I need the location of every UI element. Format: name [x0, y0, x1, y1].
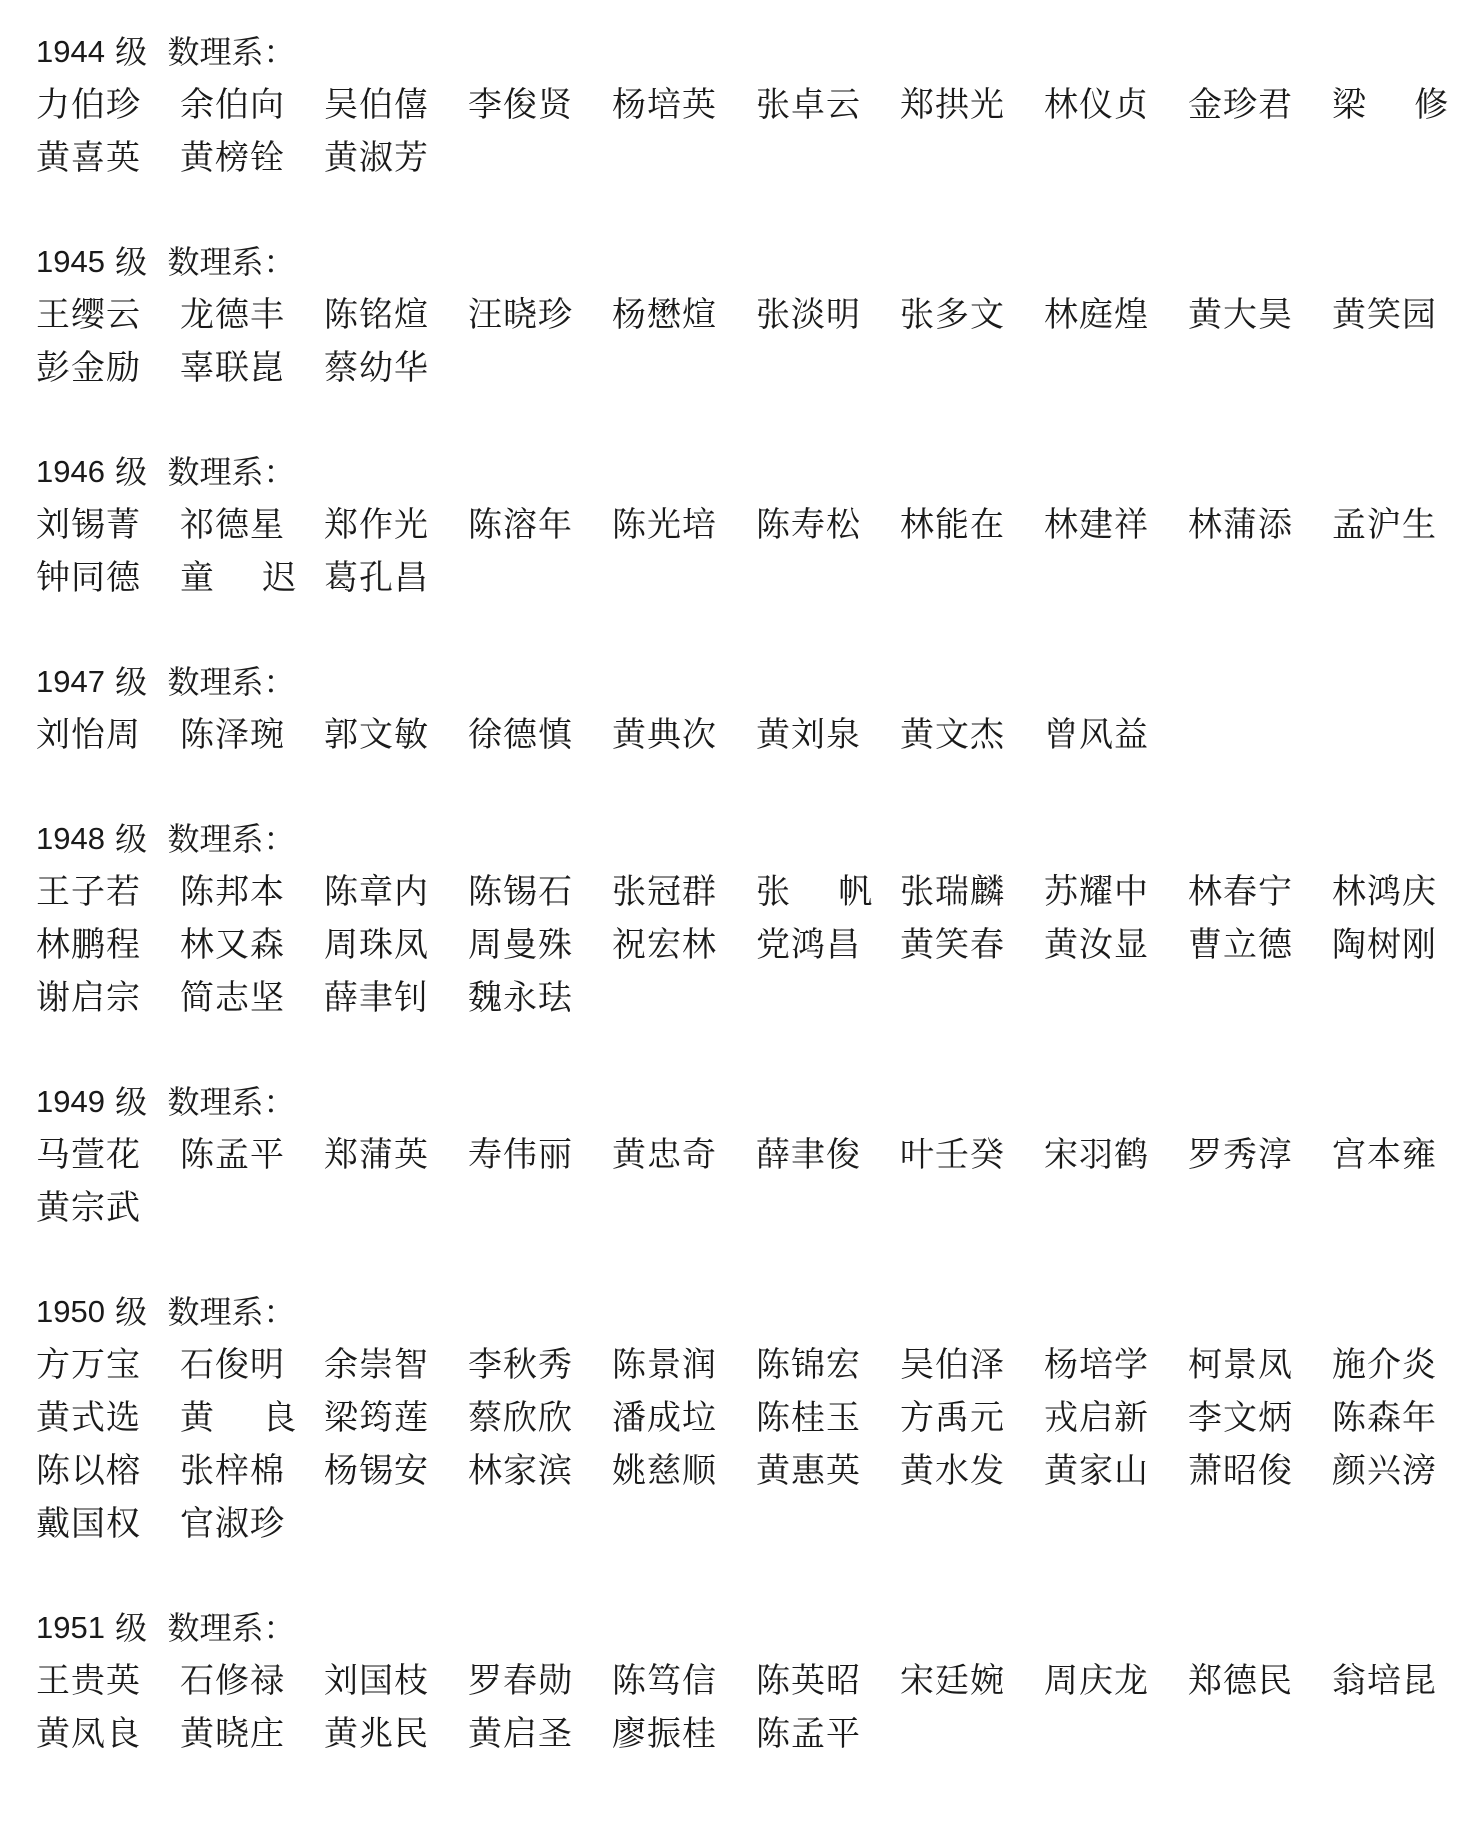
student-name: 陈泽琬: [180, 714, 285, 755]
student-name: 汪晓珍: [468, 294, 573, 335]
student-name: 周曼殊: [468, 924, 573, 965]
student-name: 陈森年: [1332, 1397, 1437, 1438]
student-name: 林又森: [180, 924, 285, 965]
student-name: 方万宝: [36, 1344, 141, 1385]
student-name: 简志坚: [180, 977, 285, 1018]
department-label: 级 数理系：: [104, 820, 296, 858]
section-header: [36, 1076, 1456, 1128]
class-year: 1948: [36, 821, 105, 856]
name-row: [36, 918, 1456, 971]
student-name: 吴伯僖: [324, 84, 429, 125]
student-name: 钟同德: [36, 557, 141, 598]
student-name: 林庭煌: [1044, 294, 1149, 335]
name-row: [36, 1654, 1456, 1707]
student-name: 林家滨: [468, 1450, 573, 1491]
name-row: [36, 551, 1456, 604]
student-name: 黄惠英: [756, 1450, 861, 1491]
name-row: [36, 1128, 1456, 1181]
student-name: 周庆龙: [1044, 1660, 1149, 1701]
student-name: 林建祥: [1044, 504, 1149, 545]
student-name: 黄兆民: [324, 1713, 429, 1754]
student-name: 黄启圣: [468, 1713, 573, 1754]
department-label: 级 数理系：: [104, 1293, 296, 1331]
student-name: 力伯珍: [36, 84, 141, 125]
student-name: 戴国权: [36, 1503, 141, 1544]
class-section-1947: [36, 656, 1456, 761]
student-name: 谢启宗: [36, 977, 141, 1018]
student-name: 李俊贤: [468, 84, 573, 125]
name-row: [36, 288, 1456, 341]
student-name: 黄晓庄: [180, 1713, 285, 1754]
name-row: [36, 341, 1456, 394]
student-name: 潘成垃: [612, 1397, 717, 1438]
student-name: 苏耀中: [1044, 871, 1149, 912]
student-name: 张多文: [900, 294, 1005, 335]
student-name: 方禹元: [900, 1397, 1005, 1438]
class-year: 1946: [36, 454, 105, 489]
student-name: 陈光培: [612, 504, 717, 545]
student-name: 张卓云: [756, 84, 861, 125]
student-name: 陈铭煊: [324, 294, 429, 335]
name-row: [36, 1444, 1456, 1497]
student-name: 官淑珍: [180, 1503, 285, 1544]
class-section-1946: [36, 446, 1456, 604]
class-year: 1950: [36, 1294, 105, 1329]
student-name: 王贵英: [36, 1660, 141, 1701]
class-year: 1944: [36, 34, 105, 69]
student-name: 郑作光: [324, 504, 429, 545]
student-name: 黄榜铨: [180, 137, 285, 178]
student-name: 廖振桂: [612, 1713, 717, 1754]
name-row: [36, 78, 1456, 131]
student-name: 陈孟平: [180, 1134, 285, 1175]
student-name: 陈英昭: [756, 1660, 861, 1701]
student-name: 黄大昊: [1188, 294, 1293, 335]
student-name: 陈锦宏: [756, 1344, 861, 1385]
name-row: [36, 131, 1456, 184]
student-name: 李文炳: [1188, 1397, 1293, 1438]
student-name: 余伯向: [180, 84, 285, 125]
student-name: 余崇智: [324, 1344, 429, 1385]
name-row: [36, 708, 1456, 761]
student-name: 柯景凤: [1188, 1344, 1293, 1385]
student-name: 黄宗武: [36, 1187, 141, 1228]
student-name: 罗秀淳: [1188, 1134, 1293, 1175]
class-year: 1947: [36, 664, 105, 699]
student-name: 陶树刚: [1332, 924, 1437, 965]
student-name: 林鹏程: [36, 924, 141, 965]
name-row: [36, 971, 1456, 1024]
student-name: 梁筠莲: [324, 1397, 429, 1438]
student-name: 姚慈顺: [612, 1450, 717, 1491]
student-name: 黄喜英: [36, 137, 141, 178]
student-name: 刘国枝: [324, 1660, 429, 1701]
class-section-1949: [36, 1076, 1456, 1234]
section-header: [36, 236, 1456, 288]
student-name: 黄笑园: [1332, 294, 1437, 335]
student-name: 陈桂玉: [756, 1397, 861, 1438]
student-name: 薛聿俊: [756, 1134, 861, 1175]
student-name: 林仪贞: [1044, 84, 1149, 125]
department-label: 级 数理系：: [104, 663, 296, 701]
student-name: 吴伯泽: [900, 1344, 1005, 1385]
student-name: 黄凤良: [36, 1713, 141, 1754]
student-name: 葛孔昌: [324, 557, 429, 598]
name-row: [36, 1181, 1456, 1234]
student-name: 郑蒲英: [324, 1134, 429, 1175]
student-name: 陈寿松: [756, 504, 861, 545]
student-name: 杨培学: [1044, 1344, 1149, 1385]
student-name: 陈锡石: [468, 871, 573, 912]
student-name: 黄典次: [612, 714, 717, 755]
student-name: 陈以榕: [36, 1450, 141, 1491]
name-row: [36, 865, 1456, 918]
student-name: 陈孟平: [756, 1713, 861, 1754]
student-name: 杨锡安: [324, 1450, 429, 1491]
name-row: [36, 498, 1456, 551]
student-name: 王缨云: [36, 294, 141, 335]
student-name: 戎启新: [1044, 1397, 1149, 1438]
student-name: 刘锡菁: [36, 504, 141, 545]
student-name: 郭文敏: [324, 714, 429, 755]
student-name: 郑德民: [1188, 1660, 1293, 1701]
student-name: 孟沪生: [1332, 504, 1437, 545]
student-name: 翁培昆: [1332, 1660, 1437, 1701]
student-name: 龙德丰: [180, 294, 285, 335]
student-name: 曾风益: [1044, 714, 1149, 755]
student-name: 党鸿昌: [756, 924, 861, 965]
student-name: 黄汝显: [1044, 924, 1149, 965]
student-name: 萧昭俊: [1188, 1450, 1293, 1491]
student-name: 黄刘泉: [756, 714, 861, 755]
section-header: [36, 26, 1456, 78]
class-year: 1945: [36, 244, 105, 279]
student-name: 施介炎: [1332, 1344, 1437, 1385]
department-label: 级 数理系：: [104, 33, 296, 71]
student-name: 陈溶年: [468, 504, 573, 545]
department-label: 级 数理系：: [104, 1609, 296, 1647]
name-row: [36, 1497, 1456, 1550]
student-name: 叶壬癸: [900, 1134, 1005, 1175]
student-name: 林鸿庆: [1332, 871, 1437, 912]
student-name: 陈笃信: [612, 1660, 717, 1701]
student-name: 童 迟: [180, 557, 298, 598]
section-header: [36, 1602, 1456, 1654]
student-name: 祁德星: [180, 504, 285, 545]
class-section-1950: [36, 1286, 1456, 1550]
student-name: 彭金励: [36, 347, 141, 388]
student-name: 罗春勋: [468, 1660, 573, 1701]
student-name: 李秋秀: [468, 1344, 573, 1385]
class-year: 1951: [36, 1610, 105, 1645]
student-name: 蔡欣欣: [468, 1397, 573, 1438]
student-name: 张 帆: [756, 871, 874, 912]
student-name: 陈邦本: [180, 871, 285, 912]
student-name: 颜兴滂: [1332, 1450, 1437, 1491]
student-name: 黄家山: [1044, 1450, 1149, 1491]
student-name: 张瑞麟: [900, 871, 1005, 912]
student-name: 宫本雍: [1332, 1134, 1437, 1175]
student-name: 林能在: [900, 504, 1005, 545]
student-name: 马萱花: [36, 1134, 141, 1175]
name-row: [36, 1338, 1456, 1391]
student-name: 辜联崑: [180, 347, 285, 388]
student-name: 陈章内: [324, 871, 429, 912]
student-name: 石俊明: [180, 1344, 285, 1385]
student-name: 林春宁: [1188, 871, 1293, 912]
student-name: 周珠凤: [324, 924, 429, 965]
section-header: [36, 813, 1456, 865]
student-name: 黄忠奇: [612, 1134, 717, 1175]
department-label: 级 数理系：: [104, 243, 296, 281]
class-year: 1949: [36, 1084, 105, 1119]
student-name: 张冠群: [612, 871, 717, 912]
section-header: [36, 1286, 1456, 1338]
student-name: 曹立德: [1188, 924, 1293, 965]
student-name: 宋廷婉: [900, 1660, 1005, 1701]
student-name: 寿伟丽: [468, 1134, 573, 1175]
student-name: 黄 良: [180, 1397, 298, 1438]
name-row: [36, 1707, 1456, 1760]
student-name: 蔡幼华: [324, 347, 429, 388]
student-name: 黄水发: [900, 1450, 1005, 1491]
student-name: 祝宏林: [612, 924, 717, 965]
class-section-1948: [36, 813, 1456, 1024]
student-name: 刘怡周: [36, 714, 141, 755]
student-name: 陈景润: [612, 1344, 717, 1385]
student-name: 郑拱光: [900, 84, 1005, 125]
student-name: 黄文杰: [900, 714, 1005, 755]
student-name: 杨培英: [612, 84, 717, 125]
section-header: [36, 446, 1456, 498]
student-name: 梁 修: [1332, 84, 1450, 125]
student-name: 薛聿钊: [324, 977, 429, 1018]
student-name: 黄式选: [36, 1397, 141, 1438]
student-name: 林蒲添: [1188, 504, 1293, 545]
class-section-1945: [36, 236, 1456, 394]
student-name: 王子若: [36, 871, 141, 912]
student-name: 黄淑芳: [324, 137, 429, 178]
student-name: 金珍君: [1188, 84, 1293, 125]
class-section-1951: [36, 1602, 1456, 1760]
student-name: 张梓棉: [180, 1450, 285, 1491]
student-name: 杨懋煊: [612, 294, 717, 335]
student-name: 魏永珐: [468, 977, 573, 1018]
document-body: [36, 26, 1456, 1812]
student-name: 徐德慎: [468, 714, 573, 755]
student-name: 张淡明: [756, 294, 861, 335]
student-name: 石修禄: [180, 1660, 285, 1701]
department-label: 级 数理系：: [104, 453, 296, 491]
student-name: 黄笑春: [900, 924, 1005, 965]
department-label: 级 数理系：: [104, 1083, 296, 1121]
student-name: 宋羽鹤: [1044, 1134, 1149, 1175]
name-row: [36, 1391, 1456, 1444]
section-header: [36, 656, 1456, 708]
class-section-1944: [36, 26, 1456, 184]
